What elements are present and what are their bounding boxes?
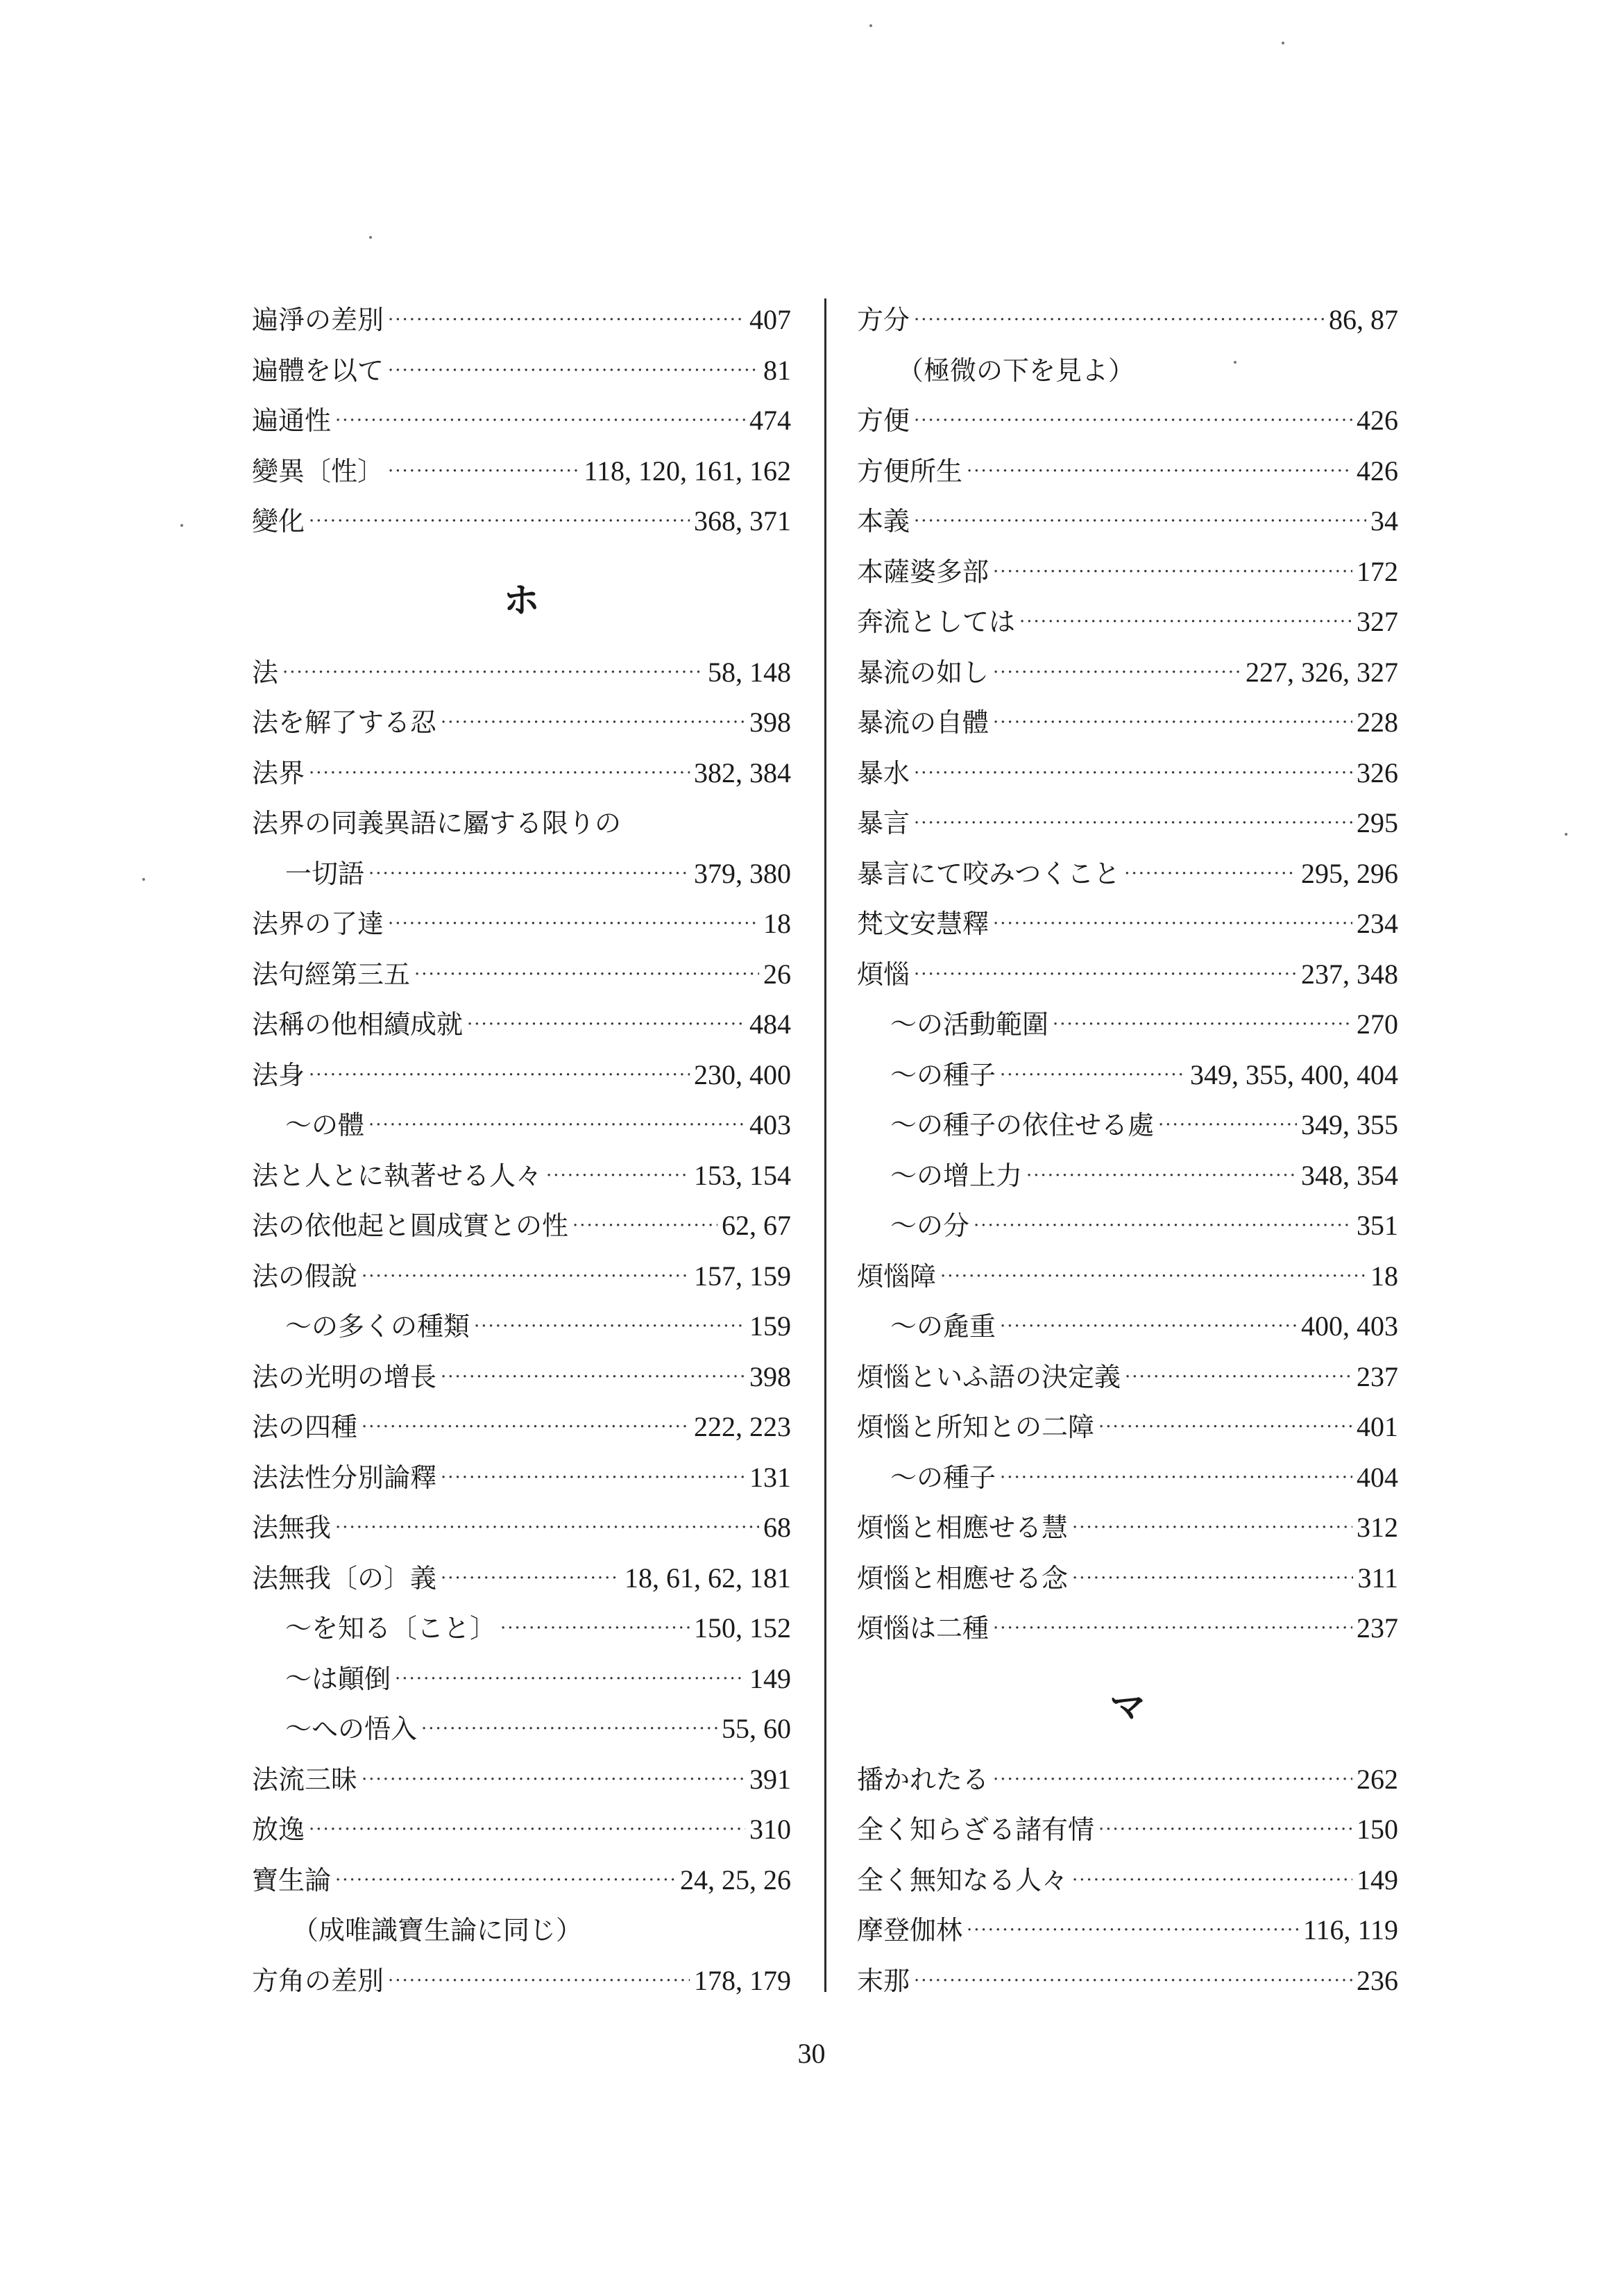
entry-term: 暴流の自體	[857, 707, 989, 738]
index-entry	[857, 446, 1398, 497]
index-entry	[857, 849, 1398, 900]
dot-leader	[993, 664, 1241, 682]
entry-term: 煩惱	[857, 959, 910, 990]
entry-pages: 150	[1357, 1814, 1398, 1846]
dot-leader	[1158, 1116, 1297, 1134]
index-subentry	[252, 1603, 791, 1654]
index-entry	[857, 597, 1398, 648]
index-entry	[857, 748, 1398, 799]
entry-pages: 26	[763, 958, 791, 990]
entry-pages: 403	[749, 1109, 791, 1141]
entry-pages: 398	[749, 1360, 791, 1392]
dot-leader	[1000, 1066, 1186, 1084]
dot-leader	[993, 1771, 1352, 1789]
entry-pages: 157, 159	[694, 1260, 791, 1292]
index-entry	[857, 1352, 1398, 1403]
index-entry	[857, 1251, 1398, 1302]
entry-term: 梵文安慧釋	[857, 909, 989, 940]
entry-group	[857, 295, 1398, 346]
entry-group	[252, 1100, 791, 1151]
entry-term: 末那	[857, 1965, 910, 1996]
entry-term: 方便	[857, 405, 910, 437]
dot-leader	[1000, 1469, 1352, 1487]
left-column	[252, 295, 791, 2006]
dot-leader	[441, 1569, 620, 1587]
entry-pages: 237	[1357, 1360, 1398, 1392]
entry-pages: 310	[749, 1814, 791, 1846]
entry-term: 方角の差別	[252, 1965, 384, 1996]
dot-leader	[362, 1418, 690, 1436]
entry-pages: 153, 154	[694, 1159, 791, 1191]
entry-pages: 401	[1357, 1411, 1398, 1443]
dot-leader	[441, 1368, 745, 1386]
dot-leader	[1098, 1418, 1352, 1436]
entry-pages: 149	[1357, 1864, 1398, 1896]
dot-leader	[572, 1217, 717, 1235]
scan-speck	[1565, 833, 1567, 836]
index-entry	[857, 547, 1398, 598]
entry-pages: 230, 400	[694, 1058, 791, 1090]
scan-speck	[142, 878, 145, 881]
entry-term: 方分	[857, 305, 910, 336]
index-subentry	[857, 1453, 1398, 1503]
entry-group	[252, 295, 791, 547]
dot-leader	[1072, 1569, 1353, 1587]
index-entry	[252, 1956, 791, 2007]
index-subentry	[252, 1654, 791, 1705]
index-subentry	[252, 1100, 791, 1151]
dot-leader	[1124, 865, 1297, 883]
dot-leader	[282, 664, 704, 682]
index-note	[252, 1905, 791, 1956]
entry-term: 遍體を以て	[252, 355, 384, 386]
index-entry	[252, 748, 791, 799]
dot-leader	[914, 764, 1352, 782]
index-entry	[857, 396, 1398, 446]
index-entry	[252, 396, 791, 446]
entry-group	[857, 1251, 1398, 1302]
index-entry	[252, 1453, 791, 1503]
entry-pages: 237, 348	[1301, 958, 1398, 990]
dot-leader	[441, 1469, 745, 1487]
dot-leader	[388, 462, 579, 480]
dot-leader	[388, 915, 759, 933]
index-entry	[252, 346, 791, 396]
dot-leader	[940, 1267, 1366, 1285]
entry-term: 法	[252, 657, 279, 688]
dot-leader	[993, 563, 1352, 581]
entry-term: 本薩婆多部	[857, 556, 989, 587]
entry-pages: 382, 384	[694, 757, 791, 788]
entry-pages: 407	[749, 304, 791, 336]
entry-term: 法の依他起と圓成實との性	[252, 1210, 569, 1242]
entry-group	[252, 1755, 791, 1906]
entry-group	[857, 999, 1398, 1251]
entry-group	[252, 1603, 791, 1755]
entry-group	[252, 899, 791, 1100]
entry-pages: 295	[1357, 807, 1398, 839]
index-subentry	[857, 1301, 1398, 1352]
dot-leader	[993, 915, 1352, 933]
right-column	[857, 295, 1398, 2006]
entry-pages: 270	[1357, 1008, 1398, 1040]
entry-term: 本義	[857, 506, 910, 537]
entry-group	[857, 396, 1398, 999]
index-entry	[252, 648, 791, 698]
index-subentry	[252, 1301, 791, 1352]
entry-term: 〜の種子	[890, 1059, 996, 1090]
entry-group	[857, 1755, 1398, 2007]
entry-term: 〜の麁重	[890, 1311, 996, 1342]
entry-pages: 379, 380	[694, 857, 791, 889]
entry-group	[252, 1352, 791, 1604]
index-subentry	[857, 1050, 1398, 1101]
entry-pages: 398	[749, 707, 791, 738]
entry-pages: 150, 152	[694, 1612, 791, 1644]
entry-term: 〜の增上力	[890, 1160, 1023, 1191]
index-entry	[252, 1553, 791, 1604]
dot-leader	[368, 865, 690, 883]
entry-pages: 234	[1357, 908, 1398, 940]
section-heading-ma: マ	[1109, 1687, 1146, 1729]
entry-term: 法無我	[252, 1512, 332, 1544]
entry-pages: 159	[749, 1310, 791, 1342]
scan-speck	[1282, 42, 1284, 44]
entry-pages: 18	[1370, 1260, 1398, 1292]
entry-pages: 227, 326, 327	[1246, 656, 1398, 688]
entry-term: 〜の種子	[890, 1462, 996, 1493]
index-entry	[857, 496, 1398, 547]
index-subentry	[252, 849, 791, 900]
entry-term: 變化	[252, 506, 305, 537]
entry-pages: 326	[1357, 757, 1398, 788]
index-entry	[857, 1603, 1398, 1654]
entry-term: 法無我〔の〕義	[252, 1562, 437, 1594]
entry-term: 摩登伽林	[857, 1915, 963, 1946]
entry-pages: 86, 87	[1329, 304, 1398, 336]
index-entry	[252, 1201, 791, 1251]
dot-leader	[368, 1116, 745, 1134]
entry-pages: 118, 120, 161, 162	[584, 455, 791, 487]
dot-leader	[1098, 1821, 1352, 1839]
entry-term: 煩惱と相應せる慧	[857, 1512, 1069, 1544]
scan-speck	[869, 24, 872, 27]
index-entry	[252, 1050, 791, 1101]
entry-term: 暴言	[857, 808, 910, 839]
index-entry	[252, 1251, 791, 1302]
entry-term: 煩惱障	[857, 1260, 937, 1292]
dot-leader	[309, 1066, 690, 1084]
dot-leader	[388, 362, 759, 380]
entry-pages: 24, 25, 26	[680, 1864, 791, 1896]
entry-pages: 228	[1357, 707, 1398, 738]
dot-leader	[993, 1619, 1352, 1637]
entry-pages: 311	[1357, 1562, 1398, 1594]
entry-term: 法句經第三五	[252, 959, 411, 990]
entry-pages: 484	[749, 1008, 791, 1040]
dot-leader	[474, 1317, 745, 1335]
entry-pages: 18, 61, 62, 181	[624, 1562, 791, 1594]
entry-group	[252, 1151, 791, 1302]
entry-term: 變異〔性〕	[252, 455, 384, 487]
dot-leader	[546, 1167, 690, 1185]
index-entry	[857, 1402, 1398, 1453]
note-text: （成唯識寶生論に同じ）	[292, 1915, 583, 1946]
dot-leader	[1125, 1368, 1352, 1386]
dot-leader	[414, 965, 759, 984]
scan-speck	[180, 524, 183, 527]
entry-term: 煩惱と所知との二障	[857, 1412, 1095, 1443]
entry-pages: 368, 371	[694, 505, 791, 537]
entry-term: 一切語	[285, 858, 365, 889]
dot-leader	[1026, 1167, 1297, 1185]
entry-pages: 426	[1357, 405, 1398, 437]
dot-leader	[1000, 1317, 1297, 1335]
dot-leader	[1053, 1015, 1352, 1033]
entry-term: 煩惱といふ語の決定義	[857, 1361, 1121, 1392]
entry-pages: 404	[1357, 1461, 1398, 1493]
index-entry	[252, 1352, 791, 1403]
entry-term: 遍通性	[252, 405, 332, 437]
entry-term: 法を解了する忍	[252, 707, 437, 738]
entry-pages: 222, 223	[694, 1411, 791, 1443]
dot-leader	[441, 714, 745, 732]
entry-pages: 34	[1370, 505, 1398, 537]
entry-pages: 172	[1357, 555, 1398, 587]
index-subentry	[857, 1100, 1398, 1151]
index-subentry	[857, 1201, 1398, 1251]
dot-leader	[914, 512, 1366, 530]
dot-leader	[335, 1519, 759, 1537]
dot-leader	[1019, 613, 1352, 631]
entry-pages: 400, 403	[1301, 1310, 1398, 1342]
index-entry	[857, 295, 1398, 346]
index-entry	[857, 899, 1398, 949]
dot-leader	[914, 1972, 1352, 1990]
entry-term: 全く知らざる諸有情	[857, 1814, 1095, 1846]
entry-term: 法と人とに執著せる人々	[252, 1160, 543, 1191]
dot-leader	[914, 311, 1325, 329]
entry-term: 〜を知る〔こと〕	[285, 1613, 497, 1644]
section-heading-ho: ホ	[503, 580, 540, 622]
dot-leader	[309, 1821, 745, 1839]
entry-pages: 327	[1357, 606, 1398, 638]
entry-term: 遍淨の差別	[252, 305, 384, 336]
entry-term: 暴水	[857, 757, 910, 788]
entry-pages: 391	[749, 1763, 791, 1795]
entry-group	[857, 1352, 1398, 1453]
entry-term: 全く無知なる人々	[857, 1864, 1069, 1896]
entry-term: 奔流としては	[857, 607, 1016, 638]
entry-pages: 312	[1357, 1512, 1398, 1544]
dot-leader	[362, 1771, 745, 1789]
entry-term: 〜は顚倒	[285, 1663, 391, 1694]
dot-leader	[914, 412, 1352, 430]
index-entry	[252, 1151, 791, 1201]
entry-pages: 351	[1357, 1210, 1398, 1242]
entry-pages: 131	[749, 1461, 791, 1493]
entry-term: 寶生論	[252, 1864, 332, 1896]
index-entry	[252, 698, 791, 748]
entry-pages: 426	[1357, 455, 1398, 487]
entry-term: 法界の了達	[252, 909, 384, 940]
entry-term: 法の假說	[252, 1260, 358, 1292]
dot-leader	[993, 714, 1352, 732]
entry-term: 放逸	[252, 1814, 305, 1846]
entry-term: 方便所生	[857, 455, 963, 487]
entry-group	[857, 1503, 1398, 1654]
entry-term: 〜の活動範圍	[890, 1009, 1049, 1040]
index-entry	[252, 1805, 791, 1855]
entry-term: 煩惱は二種	[857, 1613, 989, 1644]
index-entry	[252, 295, 791, 346]
entry-term: 法界	[252, 757, 305, 788]
dot-leader	[914, 814, 1352, 832]
entry-group	[857, 1453, 1398, 1503]
index-entry	[252, 949, 791, 1000]
index-entry	[857, 1956, 1398, 2007]
dot-leader	[967, 1921, 1299, 1939]
column-divider	[824, 298, 826, 1992]
page-number: 30	[797, 2038, 826, 2069]
entry-pages: 178, 179	[694, 1964, 791, 1996]
dot-leader	[309, 764, 690, 782]
index-entry	[252, 1755, 791, 1805]
entry-pages: 18	[763, 908, 791, 940]
index-note	[252, 798, 791, 849]
entry-pages: 81	[763, 354, 791, 386]
entry-pages: 349, 355	[1301, 1109, 1398, 1141]
entry-pages: 237	[1357, 1612, 1398, 1644]
entry-term: 法の光明の增長	[252, 1361, 437, 1392]
entry-group	[252, 1956, 791, 2007]
dot-leader	[467, 1015, 745, 1033]
dot-leader	[335, 412, 745, 430]
entry-pages: 62, 67	[722, 1210, 791, 1242]
entry-group	[252, 1301, 791, 1352]
index-entry	[857, 798, 1398, 849]
entry-pages: 116, 119	[1302, 1914, 1398, 1946]
note-text: 法界の同義異語に屬する限りの	[252, 808, 622, 839]
entry-pages: 348, 354	[1301, 1159, 1398, 1191]
dot-leader	[309, 512, 690, 530]
entry-term: 暴流の如し	[857, 657, 989, 688]
index-entry	[857, 1805, 1398, 1855]
dot-leader	[388, 311, 745, 329]
entry-pages: 149	[749, 1662, 791, 1694]
dot-leader	[421, 1720, 717, 1738]
entry-term: 煩惱と相應せる念	[857, 1562, 1069, 1594]
dot-leader	[974, 1217, 1352, 1235]
index-subentry	[857, 1151, 1398, 1201]
entry-pages: 295, 296	[1301, 857, 1398, 889]
dot-leader	[967, 462, 1352, 480]
entry-pages: 55, 60	[722, 1713, 791, 1745]
index-entry	[252, 999, 791, 1050]
entry-term: 法法性分別論釋	[252, 1462, 437, 1493]
index-entry	[857, 648, 1398, 698]
entry-term: 法流三昧	[252, 1764, 358, 1795]
index-subentry	[252, 1704, 791, 1755]
dot-leader	[1072, 1871, 1352, 1889]
entry-pages: 474	[749, 405, 791, 437]
index-subentry	[857, 999, 1398, 1050]
index-entry	[857, 1905, 1398, 1956]
index-entry	[857, 698, 1398, 748]
entry-term: 〜への悟入	[285, 1714, 418, 1745]
dot-leader	[395, 1670, 745, 1688]
entry-term: 〜の種子の依住せる處	[890, 1110, 1155, 1141]
index-entry	[252, 496, 791, 547]
index-entry	[857, 1855, 1398, 1906]
entry-term: 法稱の他相續成就	[252, 1009, 464, 1040]
index-entry	[252, 1855, 791, 1906]
index-entry	[252, 899, 791, 949]
dot-leader	[335, 1871, 676, 1889]
index-entry	[857, 1755, 1398, 1805]
dot-leader	[914, 965, 1297, 984]
index-note	[857, 346, 1398, 396]
entry-term: 〜の體	[285, 1110, 365, 1141]
index-entry	[252, 1402, 791, 1453]
index-entry	[252, 1503, 791, 1553]
entry-pages: 236	[1357, 1964, 1398, 1996]
entry-term: 法身	[252, 1059, 305, 1090]
dot-leader	[1072, 1519, 1352, 1537]
dot-leader	[388, 1972, 690, 1990]
index-entry	[857, 949, 1398, 1000]
dot-leader	[362, 1267, 690, 1285]
scan-speck	[1234, 361, 1237, 364]
entry-group	[857, 1301, 1398, 1352]
note-text: （極微の下を見よ）	[897, 355, 1135, 386]
entry-term: 暴言にて咬みつくこと	[857, 858, 1121, 889]
index-entry	[857, 1553, 1398, 1604]
entry-term: 〜の分	[890, 1210, 970, 1242]
entry-pages: 349, 355, 400, 404	[1190, 1058, 1398, 1090]
entry-term: 播かれたる	[857, 1764, 989, 1795]
index-entry	[252, 446, 791, 497]
entry-term: 法の四種	[252, 1412, 358, 1443]
index-entry	[857, 1503, 1398, 1553]
entry-pages: 68	[763, 1512, 791, 1544]
entry-group	[252, 849, 791, 900]
entry-term: 〜の多くの種類	[285, 1311, 470, 1342]
entry-group	[252, 648, 791, 799]
entry-pages: 262	[1357, 1763, 1398, 1795]
dot-leader	[500, 1619, 690, 1637]
scan-speck	[369, 236, 372, 239]
entry-pages: 58, 148	[708, 656, 791, 688]
